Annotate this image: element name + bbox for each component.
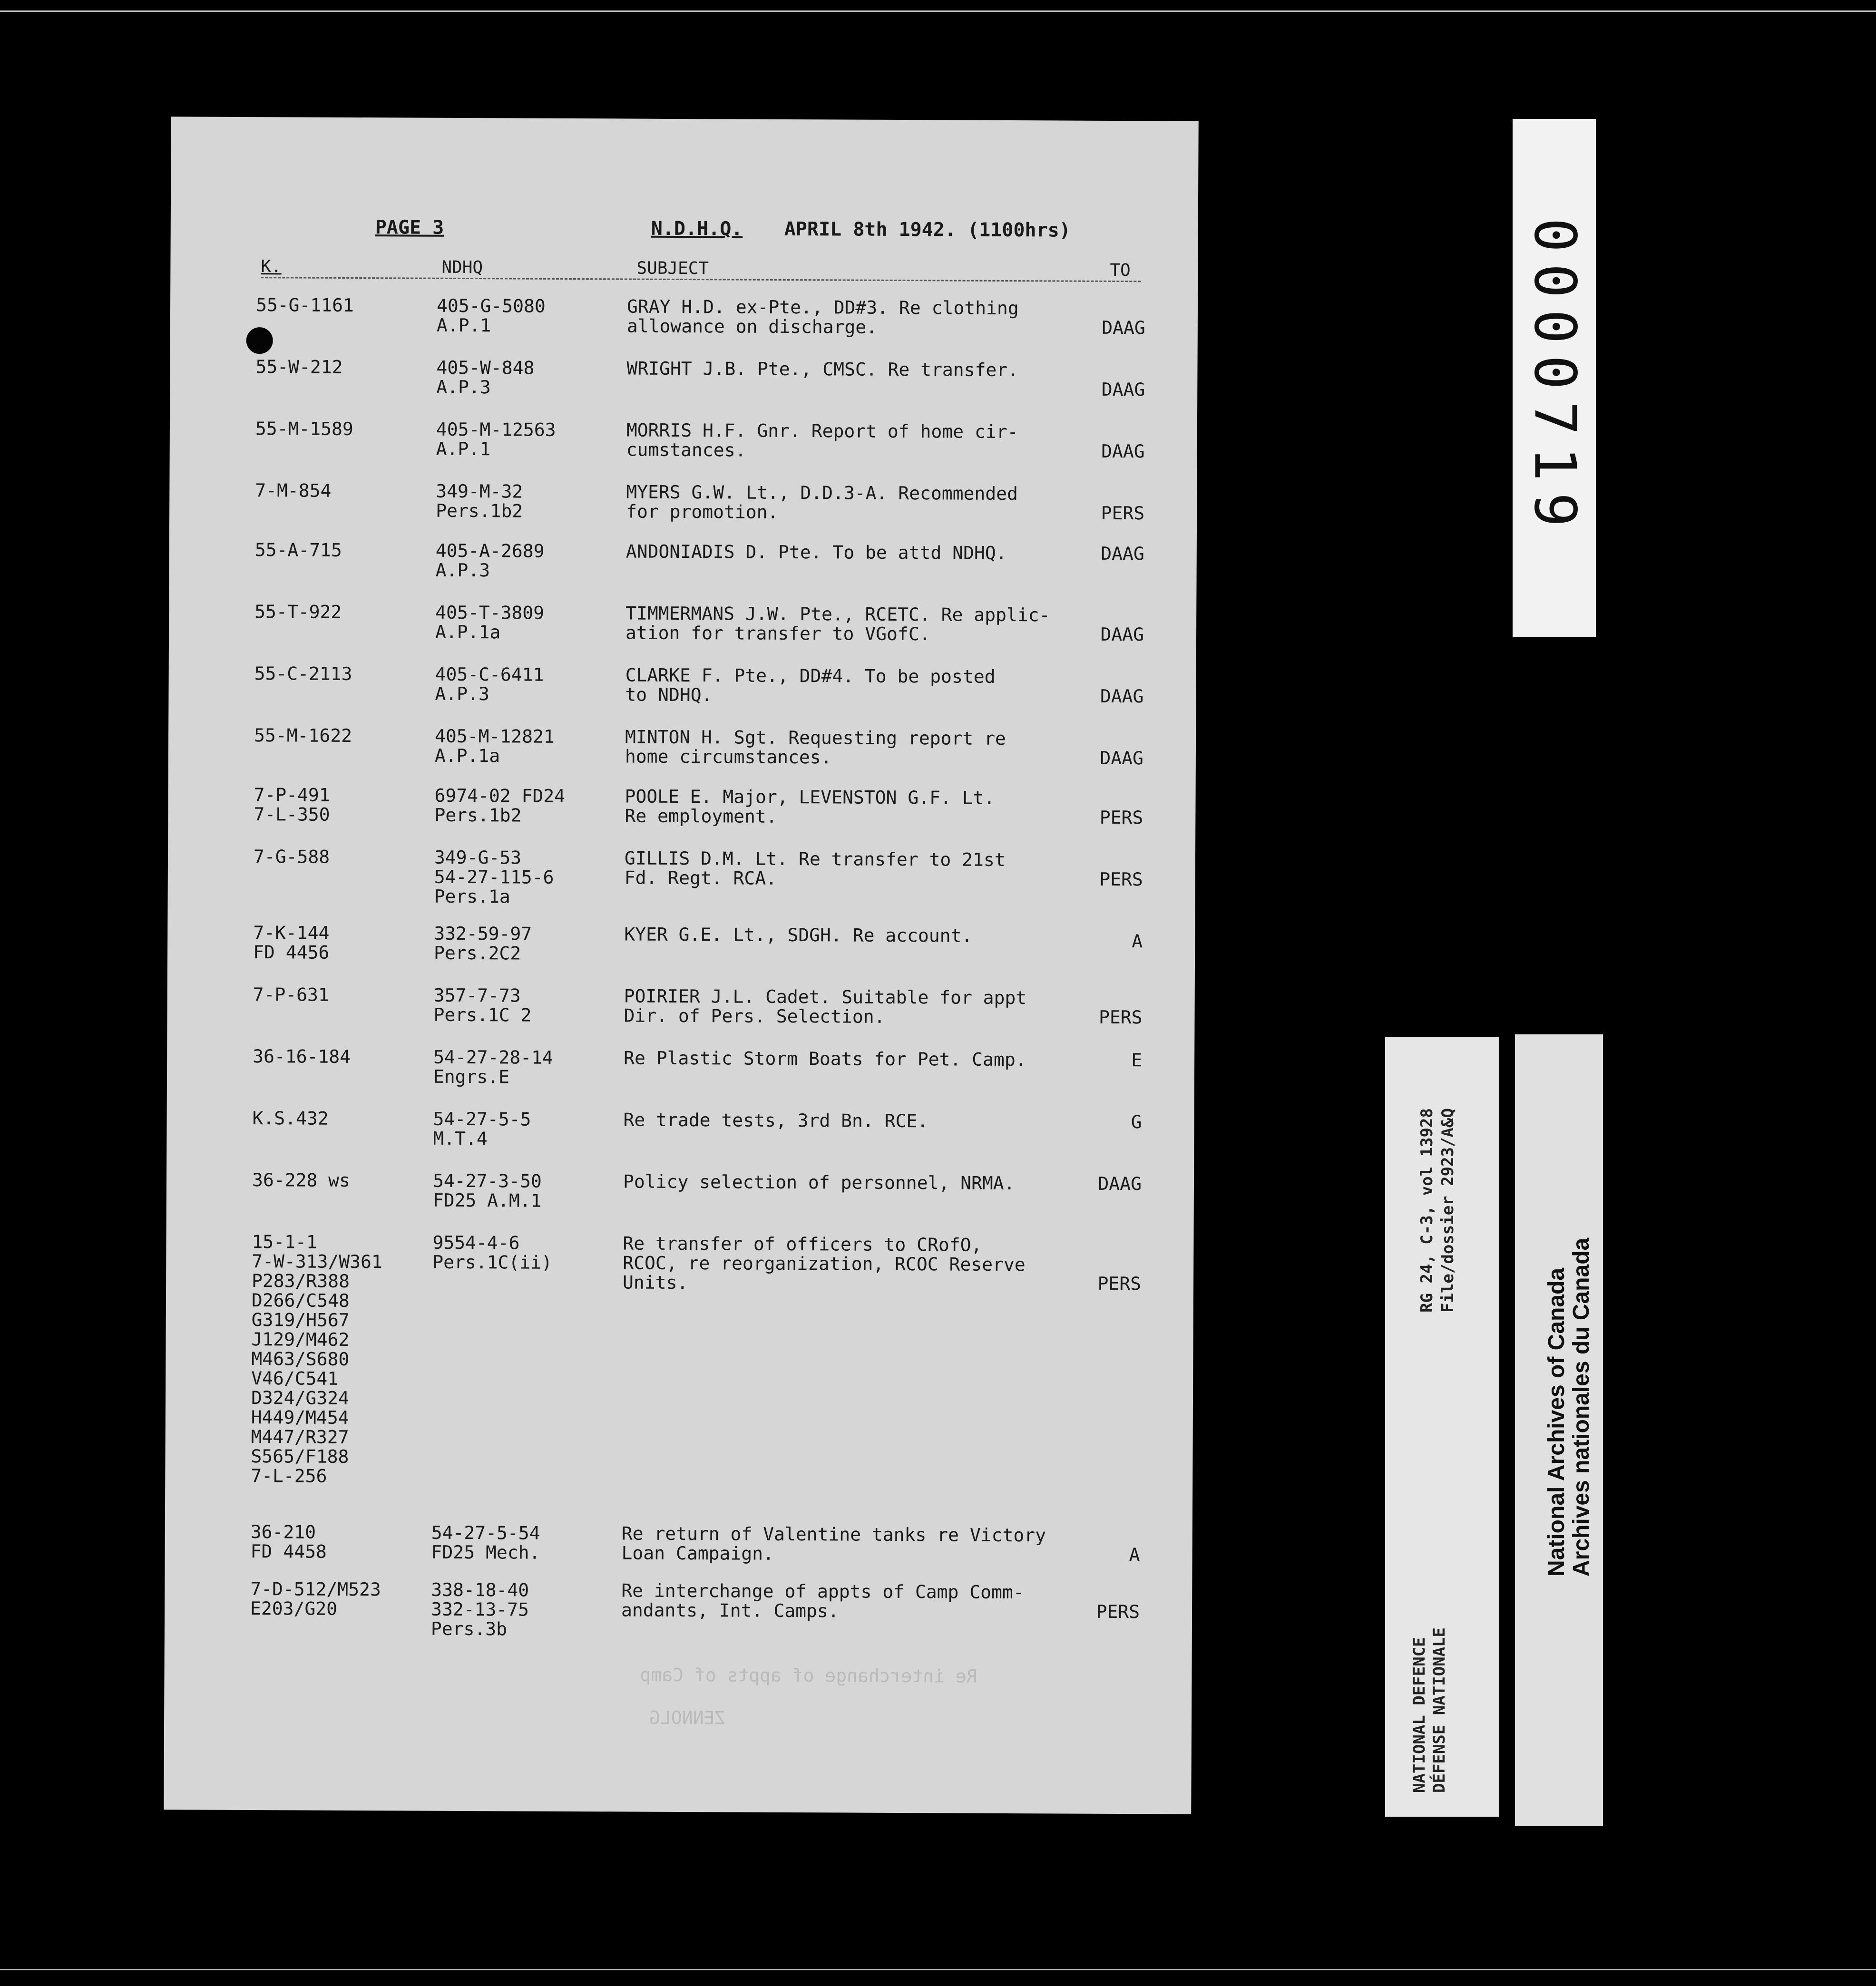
row-to: A [1132,931,1143,952]
row-to: PERS [1099,868,1143,890]
row-subject: TIMMERMANS J.W. Pte., RCETC. Re applic- ation for transfer to VGofC. [625,603,1050,645]
row-k-number: 7-P-491 7-L-350 [254,784,330,825]
department-line-2: DÉFENSE NATIONALE [1430,1627,1449,1793]
archive-reference-label [1385,1037,1499,1817]
row-subject: POOLE E. Major, LEVENSTON G.F. Lt. Re employment. [625,786,995,827]
row-ndhq-number: 54-27-3-50 FD25 A.M.1 [432,1170,542,1211]
row-subject: POIRIER J.L. Cadet. Suitable for appt Dir. of Pers. Selection. [624,985,1027,1027]
row-k-number: 55-W-212 [255,356,343,378]
row-ndhq-number: 54-27-5-54 FD25 Mech. [431,1522,540,1563]
row-k-number: 7-K-144 FD 4456 [253,922,330,963]
row-to: DAAG [1101,543,1144,565]
row-subject: GILLIS D.M. Lt. Re transfer to 21st Fd. Regt. RCA. [624,847,1006,889]
row-subject: Re return of Valentine tanks re Victory Loan Campaign. [621,1523,1046,1564]
row-subject: Re Plastic Storm Boats for Pet. Camp. [624,1047,1026,1071]
row-to: G [1131,1111,1142,1133]
row-k-number: 7-G-588 [253,846,330,867]
row-ndhq-number: 54-27-5-5 M.T.4 [433,1108,531,1149]
row-subject: MINTON H. Sgt. Requesting report re home circumstances. [625,726,1006,768]
row-to: DAAG [1102,317,1145,339]
row-ndhq-number: 405-W-848 A.P.3 [436,357,535,398]
row-to: DAAG [1100,747,1144,769]
row-k-number: 55-G-1161 [255,294,354,316]
row-ndhq-number: 405-C-6411 A.P.3 [435,663,544,705]
department-line-1: NATIONAL DEFENCE [1410,1637,1429,1793]
row-to: PERS [1099,807,1143,828]
punch-hole [246,327,273,354]
row-ndhq-number: 349-G-53 54-27-115-6 Pers.1a [434,847,554,907]
row-to: PERS [1101,502,1145,524]
row-subject: CLARKE F. Pte., DD#4. To be posted to NDHQ. [625,664,996,706]
row-k-number: 36-228 ws [252,1169,351,1191]
row-subject: WRIGHT J.B. Pte., CMSC. Re transfer. [626,358,1019,381]
row-k-number: 7-M-854 [255,480,332,501]
row-subject: Re interchange of appts of Camp Comm- andants, Int. Camps. [621,1580,1024,1622]
row-subject: KYER G.E. Lt., SDGH. Re account. [624,924,973,946]
bottom-border-line [0,1969,1876,1970]
row-k-number: 55-M-1589 [255,418,353,439]
reference-line-2: File/dossier 2923/A&Q [1438,1108,1457,1313]
archives-name-en: National Archives of Canada [1544,1267,1569,1577]
archives-name-fr: Archives nationales du Canada [1569,1237,1594,1577]
row-to: E [1131,1050,1143,1071]
row-k-number: 15-1-1 7-W-313/W361 P283/R388 D266/C548 G319/H567 J129/M462 M463/S680 V46/C541 D324/G324 H449/M454 M447/R327 S565/F188 7-L-256 [251,1231,382,1487]
row-ndhq-number: 405-M-12821 A.P.1a [434,725,555,767]
col-header-to: TO [1110,260,1131,281]
row-ndhq-number: 357-7-73 Pers.1C 2 [433,984,532,1026]
archives-stamp-label [1515,1034,1603,1826]
row-ndhq-number: 9554-4-6 Pers.1C(ii) [432,1232,553,1273]
row-k-number: K.S.432 [252,1108,329,1129]
row-to: DAAG [1101,440,1145,462]
page-number: PAGE 3 [375,216,444,239]
top-border-line [0,10,1876,12]
row-subject: MYERS G.W. Lt., D.D.3-A. Recommended for promotion. [626,481,1018,523]
col-header-ndhq: NDHQ [441,257,483,278]
row-k-number: 36-16-184 [253,1046,351,1067]
row-to: DAAG [1098,1173,1142,1195]
col-header-subject: SUBJECT [636,258,709,279]
row-k-number: 55-A-715 [254,539,342,561]
row-to: DAAG [1101,379,1145,400]
row-ndhq-number: 349-M-32 Pers.1b2 [436,480,523,522]
row-subject: MORRIS H.F. Gnr. Report of home cir- cumstances. [626,419,1018,461]
row-k-number: 55-C-2113 [254,663,352,684]
frame-number-label [1513,119,1596,637]
row-subject: ANDONIADIS D. Pte. To be attd NDHQ. [625,541,1007,564]
row-k-number: 7-P-631 [253,984,329,1005]
reference-line-1: RG 24, C-3, vol 13928 [1417,1108,1436,1313]
row-ndhq-number: 6974-02 FD24 Pers.1b2 [434,785,566,826]
row-subject: Re transfer of officers to CRofO, RCOC, re reorganization, RCOC Reserve Units. [622,1233,1026,1294]
row-ndhq-number: 338-18-40 332-13-75 Pers.3b [430,1579,529,1640]
row-ndhq-number: 405-T-3809 A.P.1a [435,602,545,643]
row-k-number: 7-D-512/M523 E203/G20 [250,1578,381,1619]
row-subject: Policy selection of personnel, NRMA. [623,1171,1015,1194]
row-k-number: 55-M-1622 [254,725,352,746]
row-ndhq-number: 332-59-97 Pers.2C2 [434,923,532,964]
row-to: PERS [1098,1006,1143,1028]
document-page [164,117,1199,1814]
row-ndhq-number: 405-G-5080 A.P.1 [436,295,546,336]
row-to: PERS [1097,1273,1142,1295]
col-header-k: K. [261,257,282,277]
row-ndhq-number: 54-27-28-14 Engrs.E [433,1046,553,1088]
row-subject: Re trade tests, 3rd Bn. RCE. [623,1109,928,1132]
row-k-number: 55-T-922 [254,601,342,623]
row-to: A [1129,1544,1140,1566]
row-to: DAAG [1100,685,1144,707]
row-to: PERS [1096,1601,1140,1623]
row-ndhq-number: 405-A-2689 A.P.3 [435,540,545,581]
office-code: N.D.H.Q. [651,217,743,240]
row-ndhq-number: 405-M-12563 A.P.1 [436,419,556,460]
row-k-number: 36-210 FD 4458 [250,1521,327,1562]
frame-number: 0000719 [1521,218,1587,538]
row-subject: GRAY H.D. ex-Pte., DD#3. Re clothing allowance on discharge. [626,296,1019,338]
row-to: DAAG [1100,623,1144,645]
document-date: APRIL 8th 1942. (1100hrs) [784,218,1071,242]
bleed-through-text: ZENNOLG [649,1707,726,1729]
bleed-through-text: Re interchange of appts of Camp [640,1664,977,1687]
